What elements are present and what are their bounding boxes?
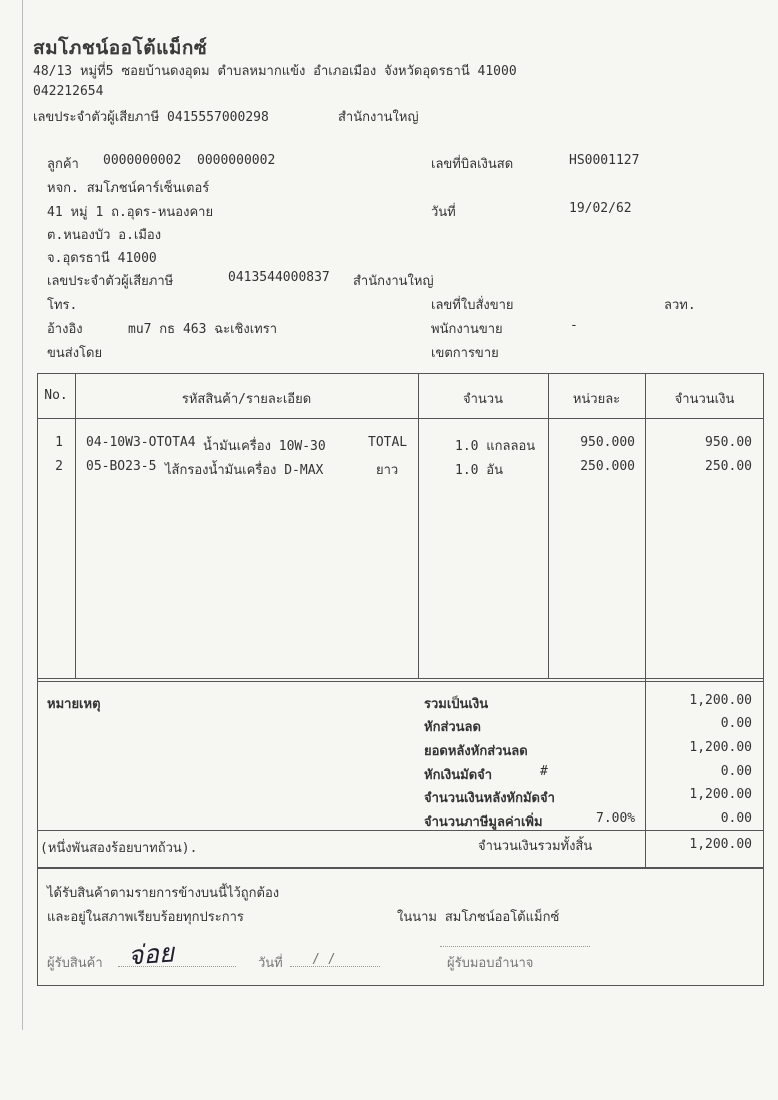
row-2-unit-price: 250.000: [580, 459, 635, 474]
receiver-signature: จ่อย: [127, 938, 176, 972]
customer-address-1: 41 หมู่ 1 ถ.อุดร-หนองคาย: [47, 205, 214, 220]
receive-date-line: [290, 966, 380, 967]
received-line-2: และอยู่ในสภาพเรียบร้อยทุกประการ: [47, 910, 244, 925]
row-2-amount: 250.00: [705, 459, 752, 474]
bill-number-label: เลขที่บิลเงินสด: [431, 157, 514, 172]
company-branch: สำนักงานใหญ่: [338, 110, 419, 125]
row-2-code: 05-BO23-5: [86, 459, 157, 474]
remark-label: หมายเหตุ: [47, 697, 101, 712]
receiver-label: ผู้รับสินค้า: [47, 956, 103, 971]
customer-code-1: 0000000002: [103, 153, 182, 168]
header-qty: จำนวน: [463, 392, 503, 407]
customer-address-2: ต.หนองบัว อ.เมือง: [47, 228, 162, 243]
page-edge-rule: [22, 0, 23, 1030]
vat-label: จำนวนภาษีมูลค่าเพิ่ม: [424, 815, 543, 830]
discount-value: 0.00: [720, 716, 752, 731]
customer-label: ลูกค้า: [47, 157, 79, 172]
vat-value: 0.00: [720, 811, 752, 826]
header-desc: รหัสสินค้า/รายละเอียด: [181, 392, 312, 407]
col-divider-no: [75, 373, 76, 679]
amount-in-words: (หนึ่งพันสองร้อยบาทถ้วน).: [40, 841, 198, 856]
bill-date: 19/02/62: [569, 201, 632, 216]
table-header-divider: [37, 418, 764, 419]
reference-value: mu7 กธ 463 ฉะเชิงเทรา: [128, 322, 277, 337]
received-line-1: ได้รับสินค้าตามรายการข้างบนนี้ไว้ถูกต้อง: [47, 886, 280, 901]
on-behalf: ในนาม สมโภชน์ออโต้แม็กซ์: [397, 910, 560, 925]
after-discount-value: 1,200.00: [689, 740, 752, 755]
row-2-no: 2: [55, 459, 63, 474]
receive-date-value: / /: [312, 952, 336, 967]
total-label: รวมเป็นเงิน: [424, 697, 489, 712]
grand-total-divider: [37, 830, 764, 831]
salesman-value: -: [570, 318, 578, 333]
header-amount: จำนวนเงิน: [674, 392, 735, 407]
row-2-qty: 1.0 อัน: [455, 463, 504, 478]
total-value: 1,200.00: [689, 693, 752, 708]
grand-total-label: จำนวนเงินรวมทั้งสิ้น: [478, 839, 593, 854]
row-1-code: 04-10W3-OTOTA4: [86, 435, 196, 450]
receive-date-label: วันที่: [258, 956, 283, 971]
after-deposit-value: 1,200.00: [689, 787, 752, 802]
customer-branch: สำนักงานใหญ่: [353, 274, 434, 289]
customer-name: หจก. สมโภชน์คาร์เซ็นเตอร์: [47, 181, 210, 196]
sales-order-label: เลขที่ใบสั่งขาย: [431, 298, 514, 313]
col-divider-desc: [418, 373, 419, 679]
company-address: 48/13 หมู่ที่5 ซอยบ้านดงอุดม ตำบลหมากแข้ง อำเภอเมือง จังหวัดอุดรธานี 41000: [33, 64, 517, 79]
customer-tax-id: 0413544000837: [228, 270, 330, 285]
deposit-mark: #: [540, 764, 548, 779]
deposit-value: 0.00: [720, 764, 752, 779]
salesman-label: พนักงานขาย: [431, 322, 503, 337]
row-1-no: 1: [55, 435, 63, 450]
company-name: สมโภชน์ออโต้แม็กซ์: [33, 37, 208, 59]
grand-total-value: 1,200.00: [689, 837, 752, 852]
after-deposit-label: จำนวนเงินหลังหักมัดจำ: [424, 791, 555, 806]
after-discount-label: ยอดหลังหักส่วนลด: [424, 744, 528, 759]
discount-label: หักส่วนลด: [424, 720, 481, 735]
vat-rate: 7.00%: [596, 811, 636, 826]
table-body-divider: [37, 678, 764, 679]
row-2-brand: ยาว: [376, 463, 399, 478]
shipping-label: ขนส่งโดย: [47, 346, 103, 361]
header-unit-price: หน่วยละ: [572, 392, 621, 407]
reference-label: อ้างอิง: [47, 322, 83, 337]
customer-code-2: 0000000002: [197, 153, 276, 168]
bill-number: HS0001127: [569, 153, 640, 168]
authorized-signature-line: [440, 946, 590, 947]
authorized-label: ผู้รับมอบอำนาจ: [447, 956, 534, 971]
header-no: No.: [44, 388, 68, 403]
row-2-desc: ไส้กรองน้ำมันเครื่อง D-MAX: [165, 463, 324, 478]
row-1-qty: 1.0 แกลลอน: [455, 439, 536, 454]
sales-order-value: ลวท.: [664, 298, 696, 313]
row-1-amount: 950.00: [705, 435, 752, 450]
col-divider-qty: [548, 373, 549, 679]
company-phone: 042212654: [33, 84, 104, 99]
customer-tax-label: เลขประจำตัวผู้เสียภาษี: [47, 274, 174, 289]
row-1-unit-price: 950.000: [580, 435, 635, 450]
sales-area-label: เขตการขาย: [431, 346, 499, 361]
deposit-label: หักเงินมัดจำ: [424, 768, 493, 783]
customer-address-3: จ.อุดรธานี 41000: [47, 251, 157, 266]
bill-date-label: วันที่: [431, 205, 456, 220]
row-1-brand: TOTAL: [368, 435, 408, 450]
table-body-divider-2: [37, 681, 764, 682]
customer-phone-label: โทร.: [47, 298, 78, 313]
row-1-desc: น้ำมันเครื่อง 10W-30: [203, 439, 326, 454]
company-tax-id: เลขประจำตัวผู้เสียภาษี 0415557000298: [33, 110, 269, 125]
